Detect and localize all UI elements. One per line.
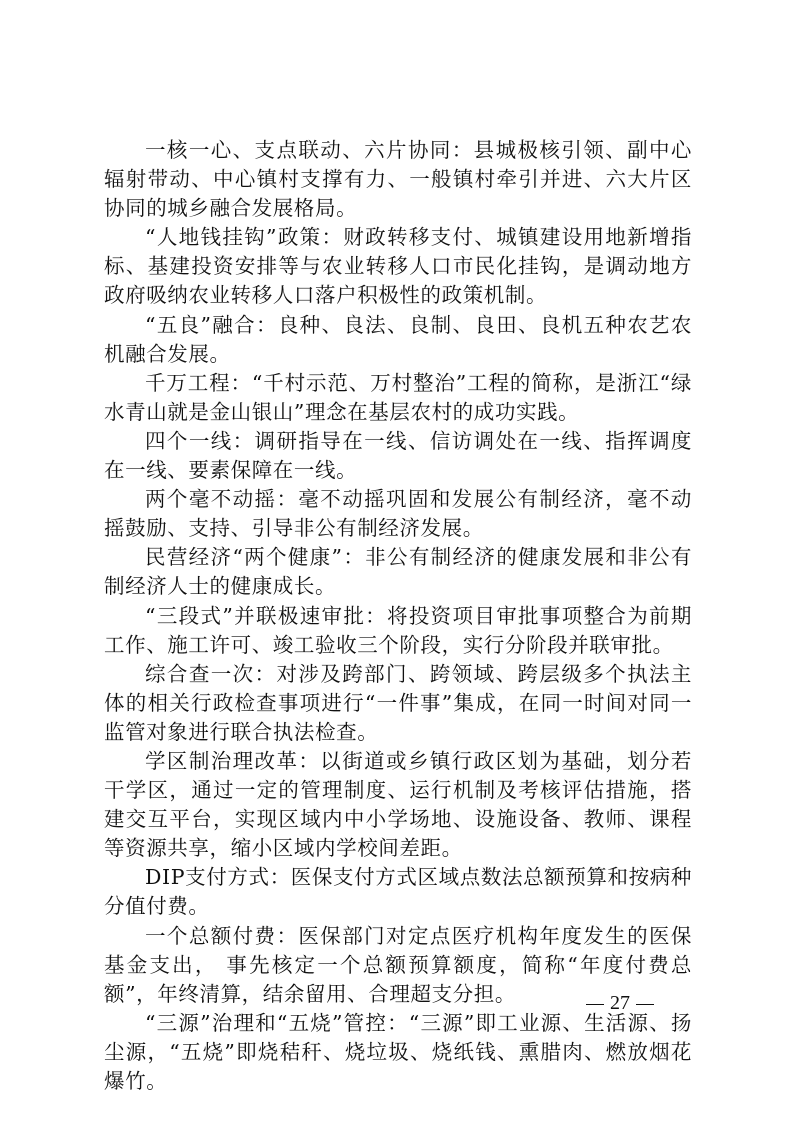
dash-left [586, 1004, 604, 1005]
glossary-body [104, 136, 692, 1096]
page-footer [560, 992, 680, 1015]
glossary-entry: DIP支付方式：医保支付方式区域点数法总额预算和按病种分值付费。 [104, 865, 692, 919]
glossary-entry: 学区制治理改革：以街道或乡镇行政区划为基础，划分若干学区，通过一定的管理制度、运行机制及考核评估措施，搭建交互平台，实现区域内中小学场地、设施设备、教师、课程等资源共享，缩小区域内学校间差距。 [104, 748, 692, 861]
glossary-entry: 千万工程：“千村示范、万村整治”工程的简称，是浙江“绿水青山就是金山银山”理念在基层农村的成功实践。 [104, 370, 692, 424]
glossary-entry: “人地钱挂钩”政策：财政转移支付、城镇建设用地新增指标、基建投资安排等与农业转移人口市民化挂钩，是调动地方政府吸纳农业转移人口落户积极性的政策机制。 [104, 225, 692, 308]
glossary-entry: “三源”治理和“五烧”管控：“三源”即工业源、生活源、扬尘源，“五烧”即烧秸秆、烧垃圾、烧纸钱、熏腊肉、燃放烟花爆竹。 [104, 1010, 692, 1093]
glossary-entry: 一个总额付费：医保部门对定点医疗机构年度发生的医保基金支出， 事先核定一个总额预算额度，简称“年度付费总额”，年终清算，结余留用、合理超支分担。 [104, 923, 692, 1006]
page-number: 27 [610, 992, 630, 1014]
glossary-entry: 综合查一次：对涉及跨部门、跨领域、跨层级多个执法主体的相关行政检查事项进行“一件事”集成，在同一时间对同一监管对象进行联合执法检查。 [104, 661, 692, 744]
dash-right [636, 1004, 654, 1005]
glossary-entry: 一核一心、支点联动、六片协同：县城极核引领、副中心辐射带动、中心镇村支撑有力、一般镇村牵引并进、六大片区协同的城乡融合发展格局。 [104, 138, 692, 221]
glossary-entry: 四个一线：调研指导在一线、信访调处在一线、指挥调度在一线、要素保障在一线。 [104, 428, 692, 483]
glossary-entry: “三段式”并联极速审批：将投资项目审批事项整合为前期工作、施工许可、竣工验收三个阶段，实行分阶段并联审批。 [104, 603, 692, 657]
glossary-entry: “五良”融合：良种、良法、良制、良田、良机五种农艺农机融合发展。 [104, 312, 692, 366]
glossary-entry: 两个毫不动摇：毫不动摇巩固和发展公有制经济，毫不动摇鼓励、支持、引导非公有制经济发展。 [104, 487, 692, 541]
glossary-entry: 民营经济“两个健康”：非公有制经济的健康发展和非公有制经济人士的健康成长。 [104, 545, 692, 599]
